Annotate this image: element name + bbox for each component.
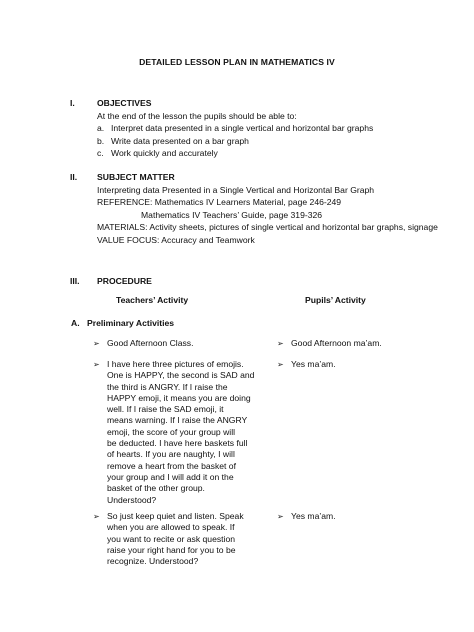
preliminary-heading: Preliminary Activities [87,318,175,328]
bullet-arrow-icon: ➢ [93,360,100,369]
teacher-row-2 [107,359,254,506]
teacher-row-2-line: I have here three pictures of emojis. [107,359,244,369]
subject-matter-heading: SUBJECT MATTER [97,172,175,182]
teachers-activity-header: Teachers’ Activity [116,295,189,305]
document-title: DETAILED LESSON PLAN IN MATHEMATICS IV [139,57,335,67]
objective-letter-b: b. [97,136,105,146]
teacher-row-3-line: raise your right hand for you to be [107,544,236,555]
teacher-row-3-line: recognize. Understood? [107,556,199,567]
subject-matter-topic: Interpreting data Presented in a Single Vertical and Horizontal Bar Graph [97,185,375,195]
subject-matter-reference-guide: Mathematics IV Teachers’ Guide, page 319-326 [141,210,323,220]
objectives-intro: At the end of the lesson the pupils should be able to: [97,111,297,121]
teacher-row-2-line: emoji, the score of your group will [107,426,236,437]
subject-matter-numeral: II. [70,172,78,182]
teacher-row-3 [107,511,244,567]
teacher-row-2-line: be deducted. I have here baskets full [107,438,248,449]
pupil-row-2: Yes ma’am. [291,359,336,369]
teacher-row-2-line: well. If I raise the SAD emoji, it [107,404,224,415]
objective-letter-c: c. [97,148,104,158]
preliminary-letter: A. [71,318,80,328]
objective-text-c: Work quickly and accurately [111,148,218,158]
procedure-numeral: III. [70,276,80,286]
teacher-row-2-line: One is HAPPY, the second is SAD and [107,370,255,381]
teacher-row-2-line: means warning. If I raise the ANGRY [107,415,248,426]
objective-letter-a: a. [97,123,105,133]
pupil-row-3: Yes ma’am. [291,511,336,521]
teacher-row-1 [107,338,193,349]
teacher-row-2-line: of hearts. If you are naughty, I will [107,449,235,460]
subject-matter-reference: REFERENCE: Mathematics IV Learners Material, page 246-249 [97,197,342,207]
procedure-heading: PROCEDURE [97,276,152,286]
teacher-row-2-line: your group and I will add it on the [107,471,234,482]
bullet-arrow-icon: ➢ [277,360,284,369]
objectives-numeral: I. [70,98,75,108]
teacher-row-2-line: HAPPY emoji, it means you are doing [107,392,251,403]
objectives-heading: OBJECTIVES [97,98,152,108]
teacher-row-3-line: when you are allowed to speak. If [107,522,235,533]
objective-text-b: Write data presented on a bar graph [111,136,249,146]
teacher-row-2-line: Understood? [107,494,157,505]
bullet-arrow-icon: ➢ [277,339,284,348]
bullet-arrow-icon: ➢ [277,512,284,521]
teacher-row-2-line: the third is ANGRY. If I raise the [107,381,228,392]
teacher-row-2-line: basket of the other group. [107,483,205,494]
subject-matter-materials: MATERIALS: Activity sheets, pictures of single vertical and horizontal bar graphs, signage [97,222,438,232]
teacher-row-2-line: remove a heart from the basket of [107,460,236,471]
teacher-row-1-line: Good Afternoon Class. [107,338,194,348]
subject-matter-value-focus: VALUE FOCUS: Accuracy and Teamwork [97,235,255,245]
objective-text-a: Interpret data presented in a single vertical and horizontal bar graphs [111,123,374,133]
pupils-activity-header: Pupils’ Activity [305,295,366,305]
teacher-row-3-line: So just keep quiet and listen. Speak [107,511,244,521]
teacher-row-3-line: you want to recite or ask question [107,533,236,544]
pupil-row-1: Good Afternoon ma’am. [291,338,382,348]
bullet-arrow-icon: ➢ [93,339,100,348]
bullet-arrow-icon: ➢ [93,512,100,521]
